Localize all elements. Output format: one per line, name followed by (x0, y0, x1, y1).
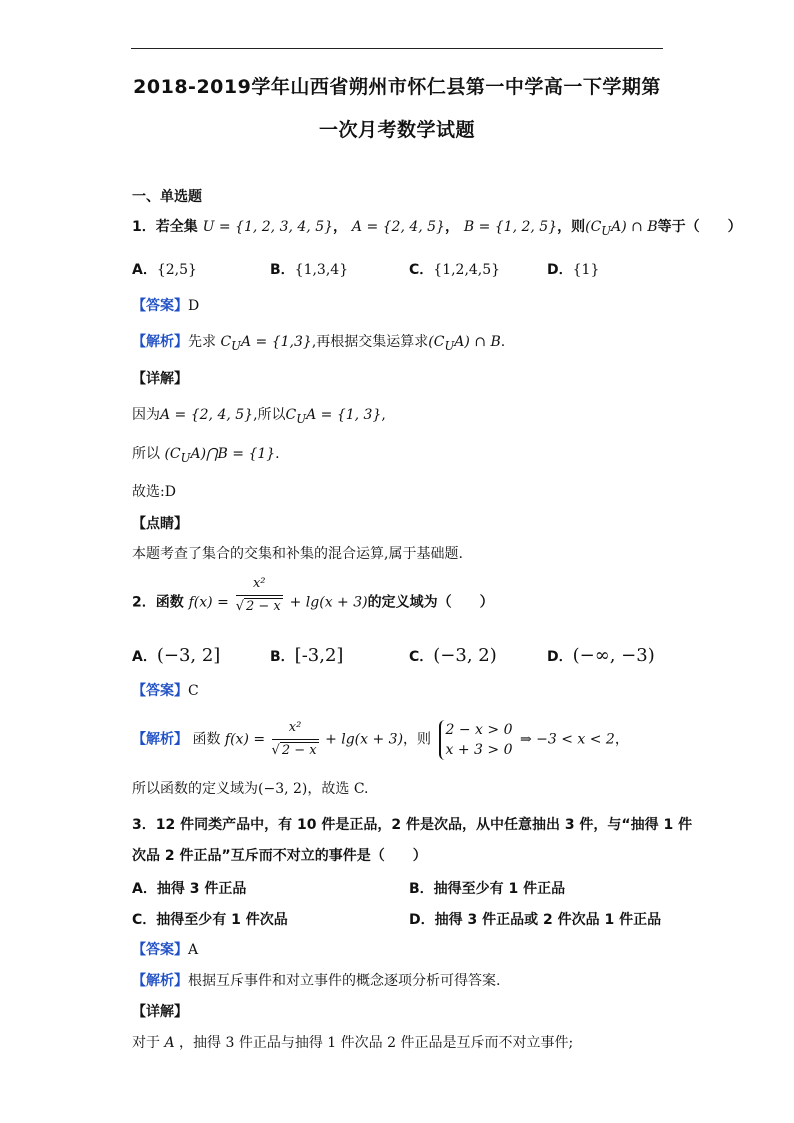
question-1-answer: 【答案】D (132, 298, 200, 314)
question-2-analysis: 【解析】 函数 f(x) = $\frac{\text{x²}}{√ 2 - x}$ + lg(x + 3)，则 2 − x > 0 x + 3 > 0 ⇒ −3 < x < 2， (132, 720, 629, 758)
question-2-option-a[interactable]: A．(−3, 2] (132, 645, 221, 666)
question-1-detail-line-2: 所以 $(C_UA)⋂B = \{1\}$. (132, 446, 280, 465)
question-2-option-c[interactable]: C．(−3, 2) (409, 645, 497, 666)
question-1-comment: 本题考查了集合的交集和补集的混合运算,属于基础题. (132, 546, 463, 562)
question-1-comment-heading: 【点睛】 (132, 516, 188, 532)
page-title-line-2: 一次月考数学试题 (318, 119, 475, 141)
question-2-option-d[interactable]: D．(−∞, −3) (547, 645, 655, 666)
question-1-option-b[interactable]: B．{1,3,4} (270, 262, 349, 278)
question-3-stem-line-1: 3．12 件同类产品中，有 10 件是正品，2 件是次品，从中任意抽出 3 件，与“抽得 1 件 (132, 817, 693, 833)
section-heading: 一、单选题 (132, 189, 202, 205)
question-2-fraction: $\frac{\text{x²}}{√ 2 - x}$ (235, 576, 281, 614)
question-3-stem-line-2: 次品 2 件正品”互斥而不对立的事件是（ ） (132, 848, 427, 864)
question-1-option-a[interactable]: A．{2,5} (132, 262, 197, 278)
question-1-detail-line-1: 因为A = {2, 4, 5},所以$C_UA = \{1$, 3}, (132, 407, 386, 426)
question-3-option-a[interactable]: A．抽得 3 件正品 (132, 881, 247, 897)
question-1-option-d[interactable]: D．{1} (547, 262, 600, 278)
question-1-detail-heading: 【详解】 (132, 371, 188, 387)
question-3-option-b[interactable]: B．抽得至少有 1 件正品 (409, 881, 566, 897)
header-rule (131, 48, 663, 49)
question-3-option-c[interactable]: C．抽得至少有 1 件次品 (132, 912, 288, 928)
page-title-line-1: 2018-2019学年山西省朔州市怀仁县第一中学高一下学期第 (133, 76, 661, 98)
question-3-analysis: 【解析】根据互斥事件和对立事件的概念逐项分析可得答案. (132, 973, 501, 989)
question-1-option-c[interactable]: C．{1,2,4,5} (409, 262, 501, 278)
inequality-system: 2 − x > 0 x + 3 > 0 (439, 720, 513, 760)
question-2-conclusion: 所以函数的定义域为(−3, 2)，故选 C. (132, 781, 369, 797)
question-2-answer: 【答案】C (132, 683, 199, 699)
question-3-detail-heading: 【详解】 (132, 1004, 188, 1020)
question-1-stem: 1．若全集 U = {1, 2, 3, 4, 5}， A = {2, 4, 5}， B = {1, 2, 5}，则$(C_UA)$ ∩ B等于（ ） (132, 219, 742, 238)
question-1-detail-line-3: 故选:D (132, 484, 176, 500)
question-3-option-d[interactable]: D．抽得 3 件正品或 2 件次品 1 件正品 (409, 912, 662, 928)
question-1-analysis: 【解析】先求 $C_UA = \{1,3\}$,再根据交集运算求$(C_UA)$ ∩ B. (132, 334, 506, 353)
question-3-answer: 【答案】A (132, 942, 199, 958)
question-2-option-b[interactable]: B．[-3,2] (270, 645, 344, 666)
question-2-stem: 2．函数 f(x) = $\frac{\text{x²}}{√ 2 - x}$ + lg(x + 3)的定义域为（ ） (132, 588, 494, 617)
question-3-detail-line-1: 对于 A ，抽得 3 件正品与抽得 1 件次品 2 件正品是互斥而不对立事件; (132, 1035, 574, 1051)
